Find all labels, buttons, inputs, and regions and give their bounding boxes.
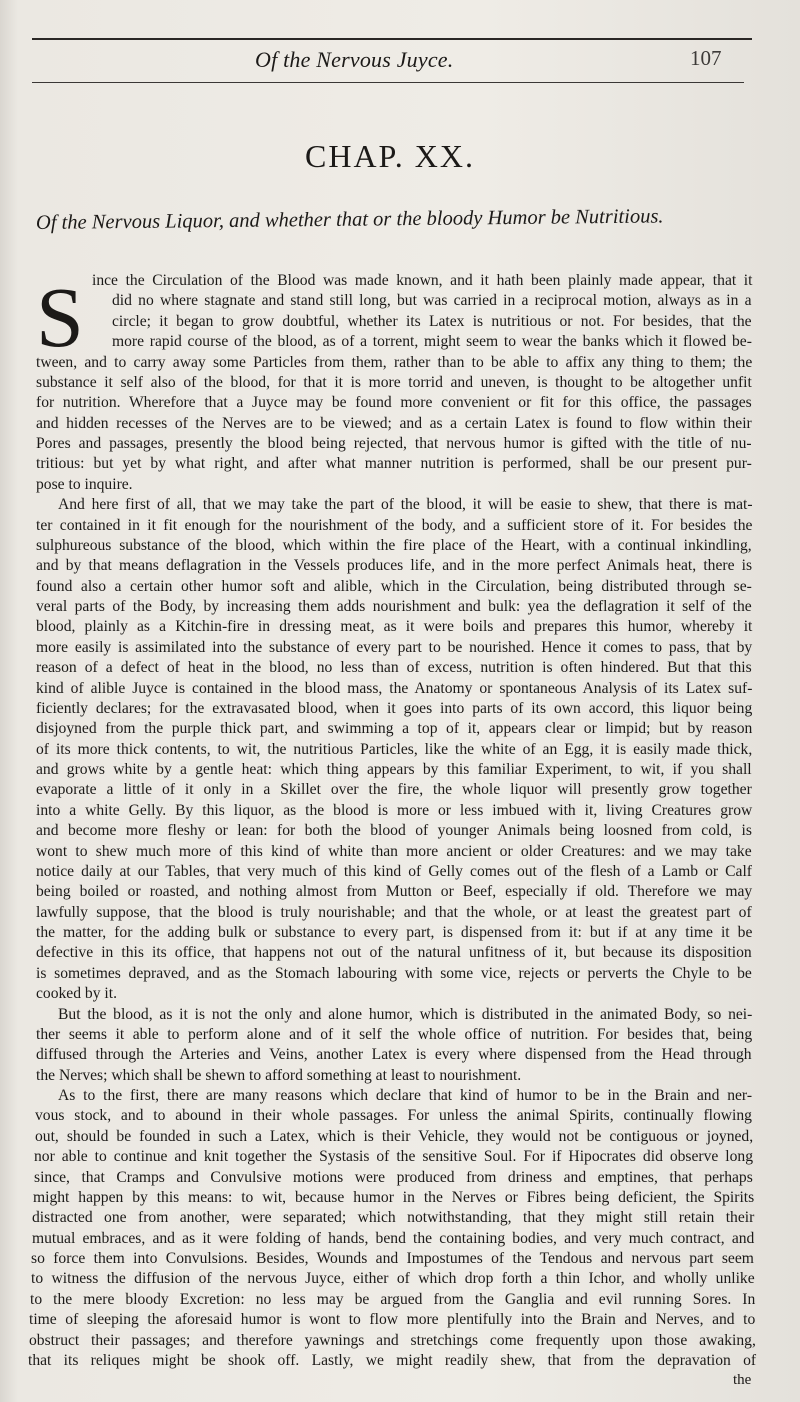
text-line: so force them into Convulsions. Besides, Wounds and Impostumes of the Tendous and nervous part seem [31, 1250, 754, 1267]
text-line: mutual embraces, and as it were folding of hands, bend the containing bodies, and very much contract, and [32, 1230, 755, 1247]
text-line: time of sleeping the aforesaid humor is wont to flow more plentifully into the Brain and Nerves, and to [29, 1311, 756, 1328]
text-line: And here first of all, that we may take the part of the blood, it will be easie to shew, that there is mat- [58, 496, 753, 513]
text-line: into a white Gelly. By this liquor, as the blood is more or less imbued with it, living Creatures grow [36, 802, 753, 819]
text-line: that its reliques might be shook off. Lastly, we might readily shew, that from the depravation of [28, 1352, 757, 1369]
text-line: to witness the diffusion of the nervous Juyce, either of which drop forth a thin Ichor, and wholly unlike [31, 1270, 755, 1287]
text-line: blood, plainly as a Kitchin-fire in dressing meat, as it were boils and prepares this humor, whereby it [36, 618, 753, 635]
text-line: and grows white by a gentle heat: which thing appears by this familiar Experiment, to wit, if you shall [36, 761, 752, 778]
text-line: notice daily at our Tables, that very much of this kind of Gelly comes out of the flesh of a Lamb or Calf [36, 863, 752, 880]
text-line: Pores and passages, presently the blood being rejected, that nervous humor is gifted with the title of nu- [36, 435, 752, 452]
text-line: did no where stagnate and stand still long, but was carried in a reciprocal motion, always as in a [112, 292, 752, 309]
text-line: since, that Cramps and Convulsive motions were produced from driness and emptines, that perhaps [34, 1169, 753, 1186]
chapter-title: CHAP. XX. [304, 138, 476, 174]
drop-cap: S [36, 269, 84, 365]
text-line: being boiled or roasted, and nothing almost from Mutton or Beef, especially if old. Therefore we may [36, 883, 753, 900]
text-line: As to the first, there are many reasons which declare that kind of humor to be in the Brain and ner- [58, 1087, 753, 1104]
text-line: vous stock, and to abound in their whole passages. For unless the animal Spirits, continually flowing [35, 1107, 752, 1124]
text-line: lawfully suppose, that the blood is truly nourishable; and that the whole, or at least the greatest part of [36, 904, 752, 921]
text-line: for nutrition. Wherefore that a Juyce may be found more convenient or fit for this office, the passages [36, 394, 752, 411]
text-line: veral parts of the Body, by increasing them adds nourishment and bulk: yea the deflagration it self of the [36, 598, 752, 615]
text-line: ter contained in it fit enough for the nourishment of the body, and a sufficient store of it. For besides the [36, 517, 753, 534]
text-line: found also a certain other humor soft and alible, which in the Circulation, being distributed through se- [36, 578, 752, 595]
text-line: evaporate a little of it only in a Skillet over the fire, the whole liquor will presently grow together [36, 781, 752, 798]
top-rule [32, 38, 752, 40]
text-line: of its more thick contents, to wit, the nutritious Particles, like the white of an Egg, it is easily made thick, [36, 741, 753, 758]
text-line: to the mere bloody Excretion: no less may be argued from the Ganglia and evil running Sores. In [30, 1291, 756, 1308]
text-line: sulphureous substance of the blood, which within the fire place of the Heart, with a continual inkindling, [36, 537, 752, 554]
text-line: and become more fleshy or lean: for both the blood of younger Animals being loosned from cold, is [36, 822, 752, 839]
text-line: ther seems it able to perform alone and of it self the whole office of nutrition. For besides that, being [36, 1026, 753, 1043]
text-line: tween, and to carry away some Particles from them, rather than to be able to affix any thing to them; the [36, 354, 753, 371]
chapter-subtitle: Of the Nervous Liquor, and whether that or the bloody Humor be Nutritious. [35, 205, 664, 234]
text-line: disjoyned from the purple thick part, and swimming a top of it, appears clear or limpid; but by reason [36, 720, 753, 737]
text-line: the matter, for the adding bulk or substance to every part, is dispensed from it: but if at any time it be [36, 924, 753, 941]
text-line: tritious: but yet by what right, and after what manner nutrition is performed, shall be our present pur- [36, 455, 752, 472]
text-line: out, should be founded in such a Latex, which is their Vehicle, they would not be contiguous or joyned, [35, 1128, 754, 1145]
text-line: ince the Circulation of the Blood was made known, and it hath been plainly made appear, that it [92, 272, 753, 289]
text-line: more rapid course of the blood, as of a torrent, might seem to wear the banks which it flowed be- [112, 333, 752, 350]
text-line: and by that means deflagration in the Vessels produces life, and in the more perfect Animals heat, there is [36, 557, 753, 574]
text-line: pose to inquire. [36, 476, 133, 493]
header-rule [32, 82, 744, 83]
text-line: distracted one from another, were separated; which notwithstanding, that they might still retain their [32, 1209, 755, 1226]
text-line: the Nerves; which shall be shewn to afford something at least to nourishment. [36, 1067, 522, 1084]
text-line: substance it self also of the blood, for that it is more torrid and uneven, is thought to be altogether unfit [36, 374, 752, 391]
text-line: and hidden recesses of the Nerves are to be viewed; and as a certain Latex is found to flow within their [36, 415, 752, 432]
text-line: cooked by it. [36, 985, 117, 1002]
text-line: nor able to continue and knit together the Systasis of the sensitive Soul. For if Hipocrates did observe long [34, 1148, 753, 1165]
text-line: ficiently declares; for the extravasated blood, when it goes into parts of its own accord, this liquor being [36, 700, 753, 717]
text-line: obstruct their passages; and therefore yawnings and stretchings come frequently upon those awaking, [29, 1332, 756, 1349]
text-line: circle; it began to grow doubtful, whether its Latex is nutritious or not. For besides, that the [112, 313, 752, 330]
text-line: reason of a defect of heat in the blood, no less than of excess, nutrition is often hindered. But that this [36, 659, 752, 676]
text-line: defective in this its office, that happens not out of the natural unfitness of it, but because its disposition [36, 944, 752, 961]
catchword: the [733, 1372, 752, 1388]
running-head: Of the Nervous Juyce. [255, 47, 454, 72]
page-number: 107 [690, 46, 722, 70]
text-line: kind of alible Juyce is contained in the blood mass, the Anatomy or spontaneous Analysis of its Latex suf- [36, 680, 753, 697]
text-line: wont to shew much more of this kind of white than more ancient or older Creatures: and we may take [36, 843, 752, 860]
text-line: diffused through the Arteries and Veins, another Latex is every where dispensed from the Head through [36, 1046, 752, 1063]
text-line: might happen by this means: to wit, because humor in the Nerves or Fibres being deficient, the Spirits [33, 1189, 755, 1206]
text-line: But the blood, as it is not the only and alone humor, which is distributed in the animated Body, so nei- [58, 1006, 753, 1023]
text-line: is sometimes depraved, and as the Stomach labouring with some vice, rejects or perverts the Chyle to be [36, 965, 752, 982]
text-line: more easily is assimilated into the substance of every part to be nourished. Hence it comes to pass, that by [36, 639, 753, 656]
